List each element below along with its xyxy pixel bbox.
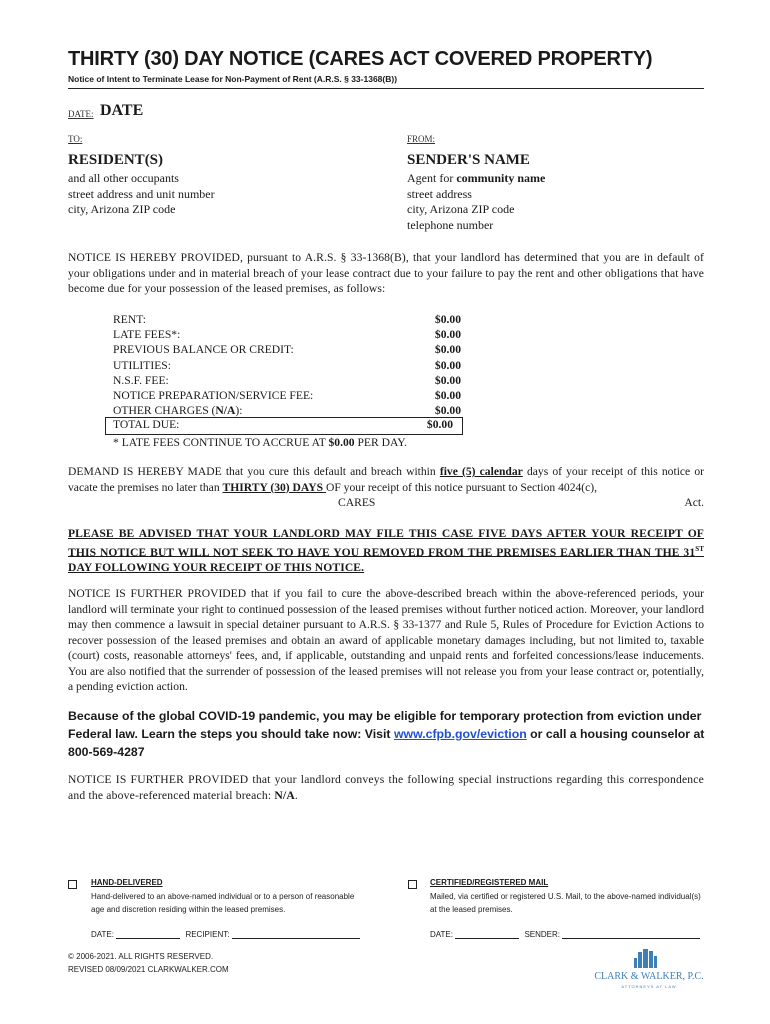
special-instructions-paragraph — [68, 772, 704, 803]
certified-date-label: DATE: — [430, 930, 453, 939]
charges-table — [113, 312, 461, 418]
covid-text: Because of the global COVID-19 pandemic, you may be eligible for temporary protection from eviction under Federal law. Learn the steps you should take now: Visit — [68, 709, 702, 741]
act-word: Act. — [684, 496, 704, 509]
charge-amount: $0.00 — [434, 389, 461, 403]
charge-amount: $0.00 — [434, 404, 461, 418]
total-due-amount: $0.00 — [426, 418, 453, 431]
logo-tagline: ATTORNEYS AT LAW — [621, 984, 677, 989]
special-text: NOTICE IS FURTHER PROVIDED that your landlord conveys the following special instructions regarding this correspondence and the above-referenced material breach: — [68, 773, 704, 802]
recipient-line: and all other occupants — [68, 171, 179, 185]
charge-amount: $0.00 — [434, 328, 461, 342]
document-title: THIRTY (30) DAY NOTICE (CARES ACT COVERED PROPERTY) — [68, 48, 653, 70]
other-charges-label: OTHER CHARGES ( — [113, 404, 216, 418]
total-due-row — [113, 418, 453, 431]
sender-label: SENDER: — [524, 930, 560, 939]
demand-text: OF your receipt of this notice pursuant to Section 4024(c), — [325, 480, 598, 494]
charge-label: N.S.F. FEE: — [113, 373, 169, 387]
cfpb-eviction-link[interactable]: www.cfpb.gov/eviction — [393, 727, 527, 741]
warning-text-end: DAY FOLLOWING YOUR RECEIPT OF THIS NOTICE. — [68, 560, 365, 574]
other-charges-suffix: ): — [235, 404, 243, 418]
late-note-text: * LATE FEES CONTINUE TO ACCRUE AT — [113, 436, 329, 449]
certified-mail-checkbox[interactable] — [408, 880, 417, 889]
header-divider — [68, 88, 704, 89]
agent-prefix: Agent for — [407, 171, 457, 185]
sender-field[interactable] — [562, 938, 700, 939]
hand-delivered-checkbox[interactable] — [68, 880, 77, 889]
charge-amount: $0.00 — [434, 343, 461, 357]
hand-delivered-date-label: DATE: — [91, 930, 114, 939]
footer-copyright — [68, 950, 229, 976]
hand-delivered-signature-line — [91, 930, 360, 939]
other-charges-value: N/A — [215, 404, 236, 418]
sender-line: street address — [407, 186, 472, 201]
charge-label: RENT: — [113, 313, 146, 326]
sender-line: city, Arizona ZIP code — [407, 202, 515, 216]
from-label: FROM: — [407, 134, 436, 144]
recipient-field[interactable] — [232, 938, 360, 939]
certified-mail-signature-line — [430, 930, 700, 939]
recipient-name: RESIDENT(S) — [68, 152, 164, 168]
vacate-period: THIRTY (30) DAYS — [222, 480, 326, 494]
building-icon — [594, 948, 704, 992]
recipient-block — [68, 152, 368, 218]
charge-amount: $0.00 — [434, 358, 461, 372]
date-value: DATE — [100, 102, 144, 119]
charge-row — [113, 312, 461, 327]
logo-name: CLARK & WALKER, P.C. — [594, 971, 704, 982]
charge-label: UTILITIES: — [113, 358, 171, 372]
demand-text: days of your receipt of this notice or vacate the premises no later than — [68, 465, 704, 494]
hand-delivered-title: HAND-DELIVERED — [91, 878, 163, 887]
document-subtitle: Notice of Intent to Terminate Lease for Non-Payment of Rent (A.R.S. § 33-1368(B)) — [68, 74, 398, 84]
sender-name: SENDER'S NAME — [407, 152, 530, 168]
date-label: DATE: — [68, 109, 94, 119]
charge-label: PREVIOUS BALANCE OR CREDIT: — [113, 343, 294, 357]
demand-text: DEMAND IS HEREBY MADE that you cure this default and breach within — [68, 465, 440, 478]
late-fee-note — [113, 436, 407, 449]
special-text-end: . — [294, 788, 299, 802]
cares-word: CARES — [338, 496, 376, 509]
community-name: community name — [456, 171, 546, 185]
special-instructions-value: N/A — [274, 788, 295, 802]
hand-delivered-description: Hand-delivered to an above-named individual or to a person of reasonable age and discretion residing within the leased premises. — [91, 892, 355, 914]
landlord-filing-warning — [68, 526, 704, 575]
warning-text: PLEASE BE ADVISED THAT YOUR LANDLORD MAY FILE THIS CASE FIVE DAYS AFTER YOUR RECEIPT OF THIS NOTICE BUT WILL NOT SEEK TO HAVE YOU REMOVED FROM THE PREMISES EARLIER THAN THE 31 — [68, 527, 704, 559]
ordinal-suffix: ST — [695, 544, 704, 553]
cares-line — [68, 495, 704, 511]
total-due-label: TOTAL DUE: — [113, 418, 180, 431]
charge-amount: $0.00 — [434, 313, 461, 326]
certified-mail-description: Mailed, via certified or registered U.S. Mail, to the above-named individual(s) at the leased premises. — [430, 892, 701, 914]
covid-text-end: or call a housing counselor at 800-569-4287 — [68, 727, 705, 759]
covid-notice — [68, 707, 708, 761]
recipient-line: city, Arizona ZIP code — [68, 202, 176, 216]
sender-block — [407, 152, 707, 233]
charge-row — [113, 342, 461, 357]
late-note-end: PER DAY. — [354, 436, 408, 449]
recipient-line: street address and unit number — [68, 186, 215, 201]
revision-text: REVISED 08/09/2021 CLARKWALKER.COM — [68, 965, 229, 974]
sender-agent-line — [407, 171, 707, 187]
charge-label: NOTICE PREPARATION/SERVICE FEE: — [113, 389, 314, 403]
hand-delivered-date-field[interactable] — [116, 938, 180, 939]
charge-row — [113, 388, 461, 403]
charge-label: LATE FEES*: — [113, 328, 181, 342]
notice-intro-paragraph: NOTICE IS HEREBY PROVIDED, pursuant to A.R.S. § 33-1368(B), that your landlord has determined that you are in default of your obligations under and in material breach of your lease contract due to your failure to pay the rent and other obligations that have become due for your possession of the leased premises, as follows: — [68, 251, 704, 295]
demand-paragraph — [68, 464, 704, 511]
copyright-text: © 2006-2021. ALL RIGHTS RESERVED. — [68, 952, 214, 961]
sender-line: telephone number — [407, 217, 494, 232]
late-fee-amount: $0.00 — [328, 436, 355, 449]
cure-period: five (5) calendar — [439, 465, 523, 478]
charge-row — [113, 358, 461, 373]
charge-amount: $0.00 — [434, 373, 461, 387]
charge-row — [113, 327, 461, 342]
charge-row — [113, 373, 461, 388]
certified-date-field[interactable] — [455, 938, 519, 939]
clark-walker-logo — [594, 948, 704, 992]
recipient-label: RECIPIENT: — [185, 930, 230, 939]
certified-mail-title: CERTIFIED/REGISTERED MAIL — [430, 878, 549, 887]
to-label: TO: — [68, 134, 83, 144]
further-notice-paragraph: NOTICE IS FURTHER PROVIDED that if you fail to cure the above-described breach within the above-referenced periods, your landlord will terminate your right to continued possession of the leased premises without further noticed action. Moreover, your landlord may then commence a lawsuit in special detainer pursuant to A.R.S. § 33-1377 and Rule 5, Rules of Procedure for Eviction Actions to recover possession of the leased premises and obtain an award of applicable monetary damages including, but not limited to, taxable (court) costs, reasonable attorneys' fees, and, if applicable, outstanding and unpaid rents and forfeited concessions/lease inducements. You are also notified that the surrender of possession of the leased premises will not release you from your lease contract or, potentially, a pending eviction action. — [68, 587, 704, 693]
